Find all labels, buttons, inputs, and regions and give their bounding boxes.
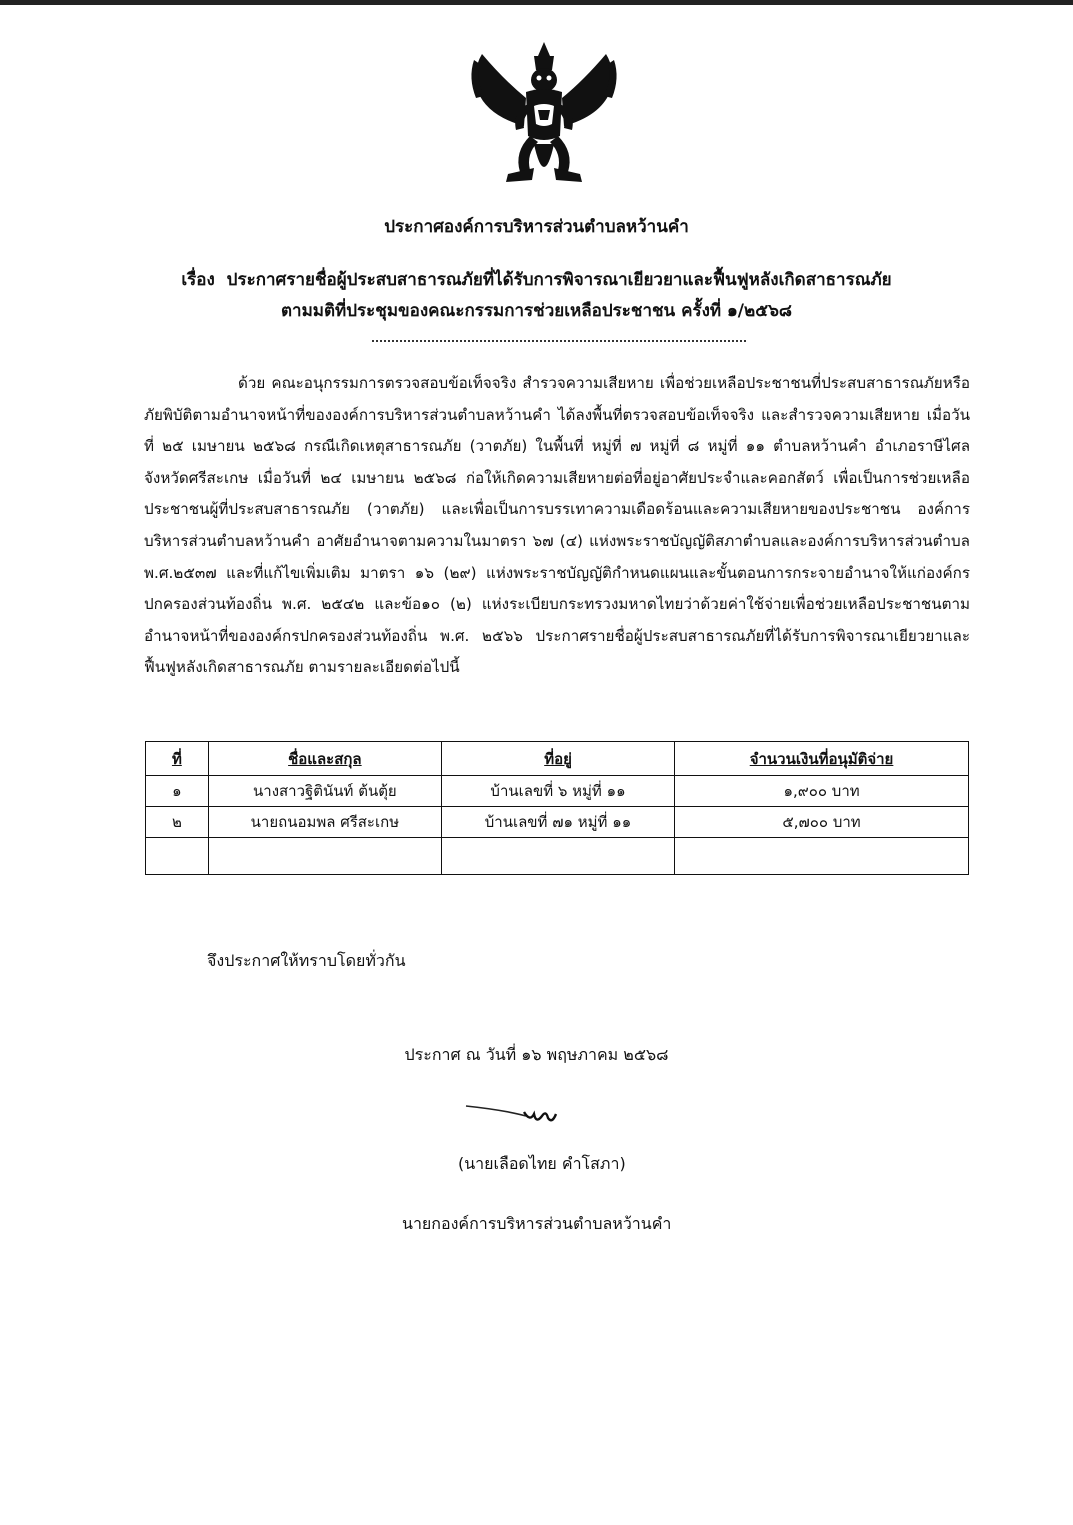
table-header-row (146, 742, 969, 776)
cell-empty (146, 838, 209, 875)
announcement-paragraph (144, 368, 970, 684)
cell-address: บ้านเลขที่ ๖ หมู่ที่ ๑๑ (441, 776, 674, 807)
cell-empty (208, 838, 441, 875)
cell-name: นายถนอมพล ศรีสะเกษ (208, 807, 441, 838)
subject-line-2: ตามมติที่ประชุมของคณะกรรมการช่วยเหลือประชาชน ครั้งที่ ๑/๒๕๖๘ (281, 301, 792, 321)
signer-title: นายกองค์การบริหารส่วนตำบลหว้านคำ (402, 1214, 672, 1233)
table-row (146, 776, 969, 807)
closing-statement: จึงประกาศให้ทราบโดยทั่วกัน (207, 951, 406, 970)
recipients-table (145, 741, 969, 875)
signer-name: (นายเลือดไทย คำโสภา) (458, 1154, 626, 1173)
org-title: ประกาศองค์การบริหารส่วนตำบลหว้านคำ (384, 217, 689, 237)
subject-label: เรื่อง (181, 270, 215, 290)
header-address: ที่อยู่ (441, 742, 674, 776)
garuda-emblem-icon (464, 40, 624, 190)
handwritten-signature (464, 1100, 574, 1140)
header-amount: จำนวนเงินที่อนุมัติจ่าย (675, 742, 969, 776)
cell-empty (675, 838, 969, 875)
scan-border (0, 0, 1073, 5)
header-name: ชื่อและสกุล (208, 742, 441, 776)
subject-text: ประกาศรายชื่อผู้ประสบสาธารณภัยที่ได้รับการพิจารณาเยียวยาและฟื้นฟูหลังเกิดสาธารณภัย (226, 270, 892, 290)
header-no: ที่ (146, 742, 209, 776)
paragraph-text: ด้วย คณะอนุกรรมการตรวจสอบข้อเท็จจริง สำรวจความเสียหาย เพื่อช่วยเหลือประชาชนที่ประสบสาธารณภัยหรือภัยพิบัติตามอำนาจหน้าที่ขององค์การบริหารส่วนตำบลหว้านคำ ได้ลงพื้นที่ตรวจสอบข้อเท็จจริง และสำรวจความเสียหาย เมื่อวันที่ ๒๕ เมษายน ๒๕๖๘ กรณีเกิดเหตุสาธารณภัย (วาตภัย) ในพื้นที่ หมู่ที่ ๗ หมู่ที่ ๘ หมู่ที่ ๑๑ ตำบลหว้านคำ อำเภอราษีไศล จังหวัดศรีสะเกษ เมื่อวันที่ ๒๔ เมษายน ๒๕๖๘ ก่อให้เกิดความเสียหายต่อที่อยู่อาศัยประจำและคอกสัตว์ เพื่อเป็นการช่วยเหลือประชาชนผู้ที่ประสบสาธารณภัย (วาตภัย) และเพื่อเป็นการบรรเทาความเดือดร้อนและความเสียหายของประชาชน องค์การบริหารส่วนตำบลหว้านคำ อาศัยอำนาจตามความในมาตรา ๖๗ (๔) แห่งพระราชบัญญัติสภาตำบลและองค์การบริหารส่วนตำบล พ.ศ.๒๕๓๗ และที่แก้ไขเพิ่มเติม มาตรา ๑๖ (๒๙) แห่งพระราชบัญญัติกำหนดแผนและขั้นตอนการกระจายอำนาจให้แก่องค์กรปกครองส่วนท้องถิ่น พ.ศ. ๒๕๔๒ และข้อ๑๐ (๒) แห่งระเบียบกระทรวงมหาดไทยว่าด้วยค่าใช้จ่ายเพื่อช่วยเหลือประชาชนตามอำนาจหน้าที่ขององค์กรปกครองส่วนท้องถิ่น พ.ศ. ๒๕๖๖ ประกาศรายชื่อผู้ประสบสาธารณภัยที่ได้รับการพิจารณาเยียวยาและฟื้นฟูหลังเกิดสาธารณภัย ตามรายละเอียดต่อไปนี้ (144, 374, 970, 677)
cell-amount: ๑,๙๐๐ บาท (675, 776, 969, 807)
cell-name: นางสาวฐิตินันท์ ต้นตุ้ย (208, 776, 441, 807)
announcement-date: ประกาศ ณ วันที่ ๑๖ พฤษภาคม ๒๕๖๘ (404, 1045, 669, 1064)
cell-empty (441, 838, 674, 875)
table-row-empty (146, 838, 969, 875)
cell-no: ๒ (146, 807, 209, 838)
dotted-divider (372, 340, 746, 342)
cell-no: ๑ (146, 776, 209, 807)
table-row (146, 807, 969, 838)
subject-line-1 (0, 266, 1073, 293)
cell-address: บ้านเลขที่ ๗๑ หมู่ที่ ๑๑ (441, 807, 674, 838)
cell-amount: ๕,๗๐๐ บาท (675, 807, 969, 838)
